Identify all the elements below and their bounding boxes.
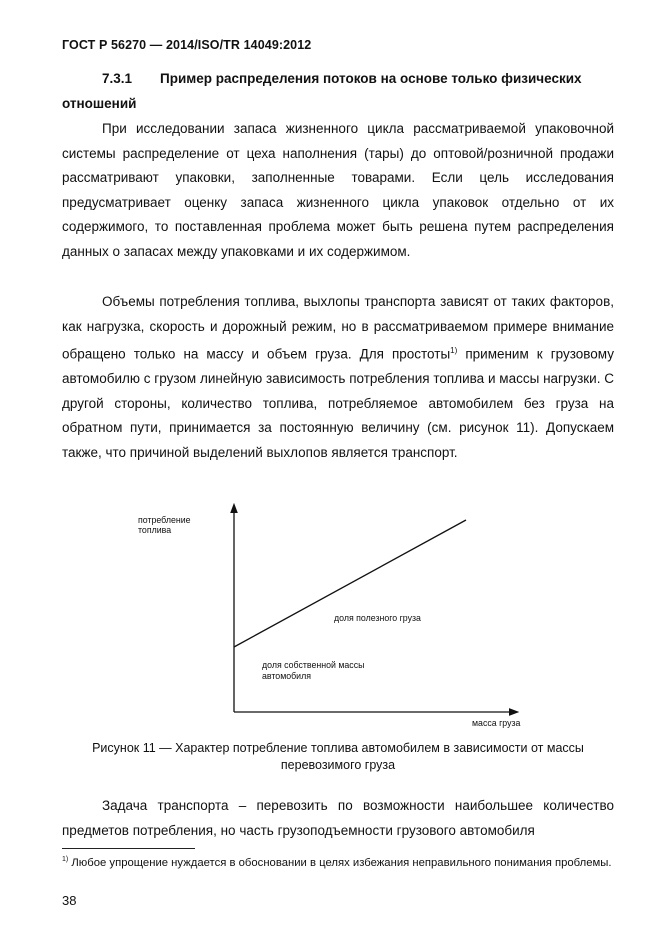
footnote-text: Любое упрощение нуждается в обосновании в целях избежания неправильного понимания проблемы.	[68, 856, 612, 869]
document-header: ГОСТ Р 56270 — 2014/ISO/TR 14049:2012	[62, 38, 312, 52]
footnote	[62, 852, 614, 871]
upper-region-label: доля полезного груза	[334, 613, 421, 623]
footnote-reference: 1)	[450, 346, 458, 356]
section-heading	[62, 66, 614, 116]
section-number: 7.3.1	[102, 71, 133, 86]
y-axis-label-line-2: топлива	[138, 525, 172, 535]
section-title: Пример распределения потоков на основе только физических отношений	[62, 71, 582, 111]
consumption-line	[234, 520, 466, 647]
paragraph-2-part-1: Объемы потребления топлива, выхлопы транспорта зависят от таких факторов, как нагрузка, скорость и дорожный режим, но в рассматриваемом примере внимание обращено только на массу и объем груза. Для простоты	[62, 294, 614, 362]
page-number: 38	[62, 893, 77, 908]
paragraph-2-part-2: применим к грузовому автомобилю с грузом линейную зависимость потребления топлива и массы нагрузки. С другой стороны, количество топлива, потребляемое автомобилем без груза на обратном пути, принимается за постоянную величину (см. рисунок 11). Допускаем также, что причиной выделений выхлопов является транспорт.	[62, 346, 614, 461]
footnote-marker: 1)	[62, 856, 69, 863]
fuel-consumption-diagram	[130, 500, 550, 732]
lower-region-label-line-1: доля собственной массы	[262, 660, 365, 670]
footnote-divider	[62, 848, 195, 849]
lower-region-label-line-2: автомобиля	[262, 671, 311, 681]
figure-caption	[62, 740, 614, 774]
paragraph-1: При исследовании запаса жизненного цикла рассматриваемой упаковочной системы распределение от цеха наполнения (тары) до оптовой/розничной продажи рассматривают упаковки, заполненные товарами. Если цель исследования предусматривает оценку запаса жизненного цикла упаковок отдельно от их содержимого, то поставленная проблема может быть решена путем распределения данных о запасах между упаковками и их содержимом.	[62, 121, 614, 259]
figure-caption-line-2: перевозимого груза	[280, 758, 396, 772]
x-axis-label: масса груза	[472, 718, 521, 728]
paragraph-3: Задача транспорта – перевозить по возможности наибольшее количество предметов потребления, но часть грузоподъемности грузового автомобиля	[62, 798, 614, 838]
paragraph-2	[62, 290, 614, 466]
y-axis-label-line-1: потребление	[138, 515, 191, 525]
figure-caption-line-1: Рисунок 11 — Характер потребление топлива автомобилем в зависимости от массы	[92, 741, 584, 755]
